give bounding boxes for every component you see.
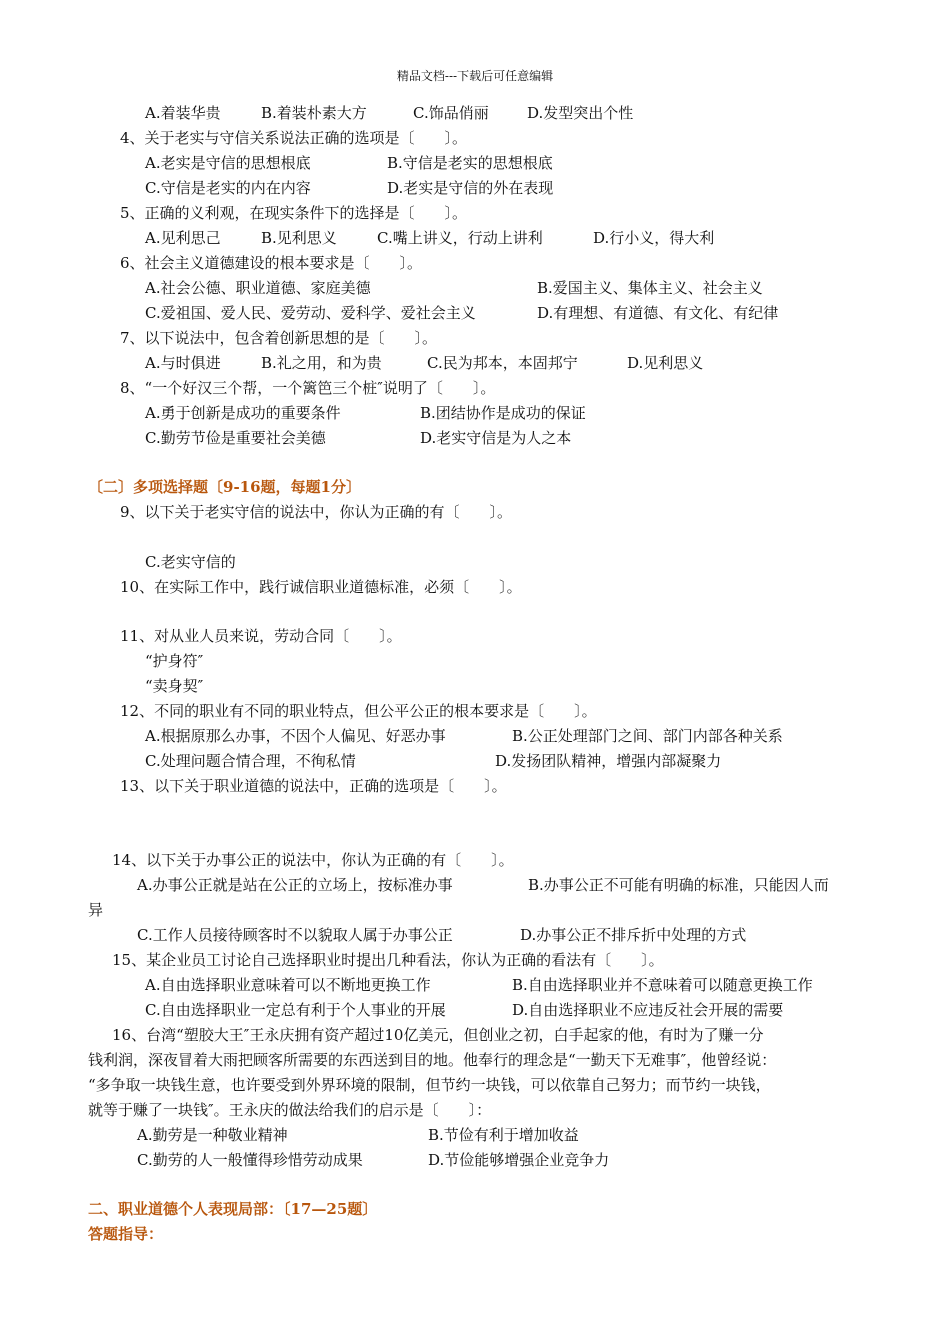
q14-option-a: A.办事公正就是站在公正的立场上，按标准办事 <box>137 876 453 894</box>
q8-option-b: B.团结协作是成功的保证 <box>420 404 586 422</box>
q3-option-c: C.饰品俏丽 <box>413 104 489 122</box>
q10-stem: 10、在实际工作中，践行诚信职业道德标准，必须〔 〕。 <box>120 578 522 596</box>
q4-option-c: C.守信是老实的内在内容 <box>145 179 311 197</box>
q14-option-c: C.工作人员接待顾客时不以貌取人属于办事公正 <box>137 926 453 944</box>
q8-option-c: C.勤劳节俭是重要社会美德 <box>145 429 326 447</box>
q11-option-2: “卖身契″ <box>145 677 204 695</box>
q16-stem-line-1: 16、台湾“塑胶大王″王永庆拥有资产超过10亿美元，但创业之初，白手起家的他，有时为了赚一分 <box>112 1026 764 1044</box>
q13-stem: 13、以下关于职业道德的说法中，正确的选项是〔 〕。 <box>120 777 507 795</box>
q8-stem: 8、“一个好汉三个帮，一个篱笆三个桩″说明了〔 〕。 <box>120 379 496 397</box>
q11-option-1: “护身符″ <box>145 652 204 670</box>
q7-stem: 7、以下说法中，包含着创新思想的是〔 〕。 <box>120 329 438 347</box>
q14-option-d: D.办事公正不排斥折中处理的方式 <box>520 926 747 944</box>
q4-option-a: A.老实是守信的思想根底 <box>145 154 311 172</box>
q16-option-a: A.勤劳是一种敬业精神 <box>137 1126 288 1144</box>
q8-option-d: D.老实守信是为人之本 <box>420 429 572 447</box>
q5-option-d: D.行小义，得大利 <box>593 229 715 247</box>
q16-stem-line-2: 钱利润，深夜冒着大雨把顾客所需要的东西送到目的地。他奉行的理念是“一勤天下无难事″，他曾经说： <box>88 1051 777 1069</box>
q4-option-d: D.老实是守信的外在表现 <box>387 179 554 197</box>
q7-option-b: B.礼之用，和为贵 <box>261 354 382 372</box>
q16-stem-line-3: “多争取一块钱生意，也许要受到外界环境的限制，但节约一块钱，可以依靠自己努力；而节约一块钱， <box>88 1076 771 1094</box>
q4-option-b: B.守信是老实的思想根底 <box>387 154 553 172</box>
q15-option-a: A.自由选择职业意味着可以不断地更换工作 <box>145 976 431 994</box>
q12-option-d: D.发扬团队精神，增强内部凝聚力 <box>495 752 722 770</box>
q15-stem: 15、某企业员工讨论自己选择职业时提出几种看法，你认为正确的看法有〔 〕。 <box>112 951 664 969</box>
q12-stem: 12、不同的职业有不同的职业特点，但公平公正的根本要求是〔 〕。 <box>120 702 597 720</box>
section-heading-multiple-choice: 〔二〕多项选择题〔9-16题，每题1分〕 <box>88 478 361 496</box>
q6-option-d: D.有理想、有道德、有文化、有纪律 <box>537 304 779 322</box>
q12-option-b: B.公正处理部门之间、部门内部各种关系 <box>512 727 783 745</box>
q9-option-c: C.老实守信的 <box>145 553 236 571</box>
q8-option-a: A.勇于创新是成功的重要条件 <box>145 404 341 422</box>
q14-option-b-continued: 异 <box>88 901 104 919</box>
q7-option-d: D.见利思义 <box>627 354 704 372</box>
q16-stem-line-4: 就等于赚了一块钱″。王永庆的做法给我们的启示是〔 〕： <box>88 1101 492 1119</box>
q6-option-c: C.爱祖国、爱人民、爱劳动、爱科学、爱社会主义 <box>145 304 476 322</box>
q15-option-b: B.自由选择职业并不意味着可以随意更换工作 <box>512 976 813 994</box>
q16-option-b: B.节俭有利于增加收益 <box>428 1126 579 1144</box>
q5-stem: 5、正确的义利观，在现实条件下的选择是〔 〕。 <box>120 204 468 222</box>
q7-option-a: A.与时俱进 <box>145 354 221 372</box>
q12-option-c: C.处理问题合情合理，不徇私情 <box>145 752 356 770</box>
answer-guide-label: 答题指导： <box>88 1225 164 1243</box>
page-header: 精品文档---下载后可任意编辑 <box>396 69 554 83</box>
q5-option-b: B.见利思义 <box>261 229 337 247</box>
q16-option-d: D.节俭能够增强企业竞争力 <box>428 1151 610 1169</box>
q15-option-c: C.自由选择职业一定总有利于个人事业的开展 <box>145 1001 446 1019</box>
q6-option-b: B.爱国主义、集体主义、社会主义 <box>537 279 763 297</box>
q5-option-c: C.嘴上讲义，行动上讲利 <box>377 229 543 247</box>
q4-stem: 4、关于老实与守信关系说法正确的选项是〔 〕。 <box>120 129 468 147</box>
q3-option-d: D.发型突出个性 <box>527 104 634 122</box>
q14-stem: 14、以下关于办事公正的说法中，你认为正确的有〔 〕。 <box>112 851 514 869</box>
section-heading-part-two: 二、职业道德个人表现局部：〔17—25题〕 <box>88 1200 378 1218</box>
q7-option-c: C.民为邦本，本固邦宁 <box>427 354 578 372</box>
q14-option-b: B.办事公正不可能有明确的标准，只能因人而 <box>528 876 829 894</box>
q6-option-a: A.社会公德、职业道德、家庭美德 <box>145 279 371 297</box>
q16-option-c: C.勤劳的人一般懂得珍惜劳动成果 <box>137 1151 363 1169</box>
q11-stem: 11、对从业人员来说，劳动合同〔 〕。 <box>120 627 402 645</box>
q3-option-a: A.着装华贵 <box>145 104 221 122</box>
q3-option-b: B.着装朴素大方 <box>261 104 367 122</box>
q9-stem: 9、以下关于老实守信的说法中，你认为正确的有〔 〕。 <box>120 503 513 521</box>
q6-stem: 6、社会主义道德建设的根本要求是〔 〕。 <box>120 254 423 272</box>
q5-option-a: A.见利思己 <box>145 229 221 247</box>
q15-option-d: D.自由选择职业不应违反社会开展的需要 <box>512 1001 784 1019</box>
q12-option-a: A.根据原那么办事，不因个人偏见、好恶办事 <box>145 727 446 745</box>
